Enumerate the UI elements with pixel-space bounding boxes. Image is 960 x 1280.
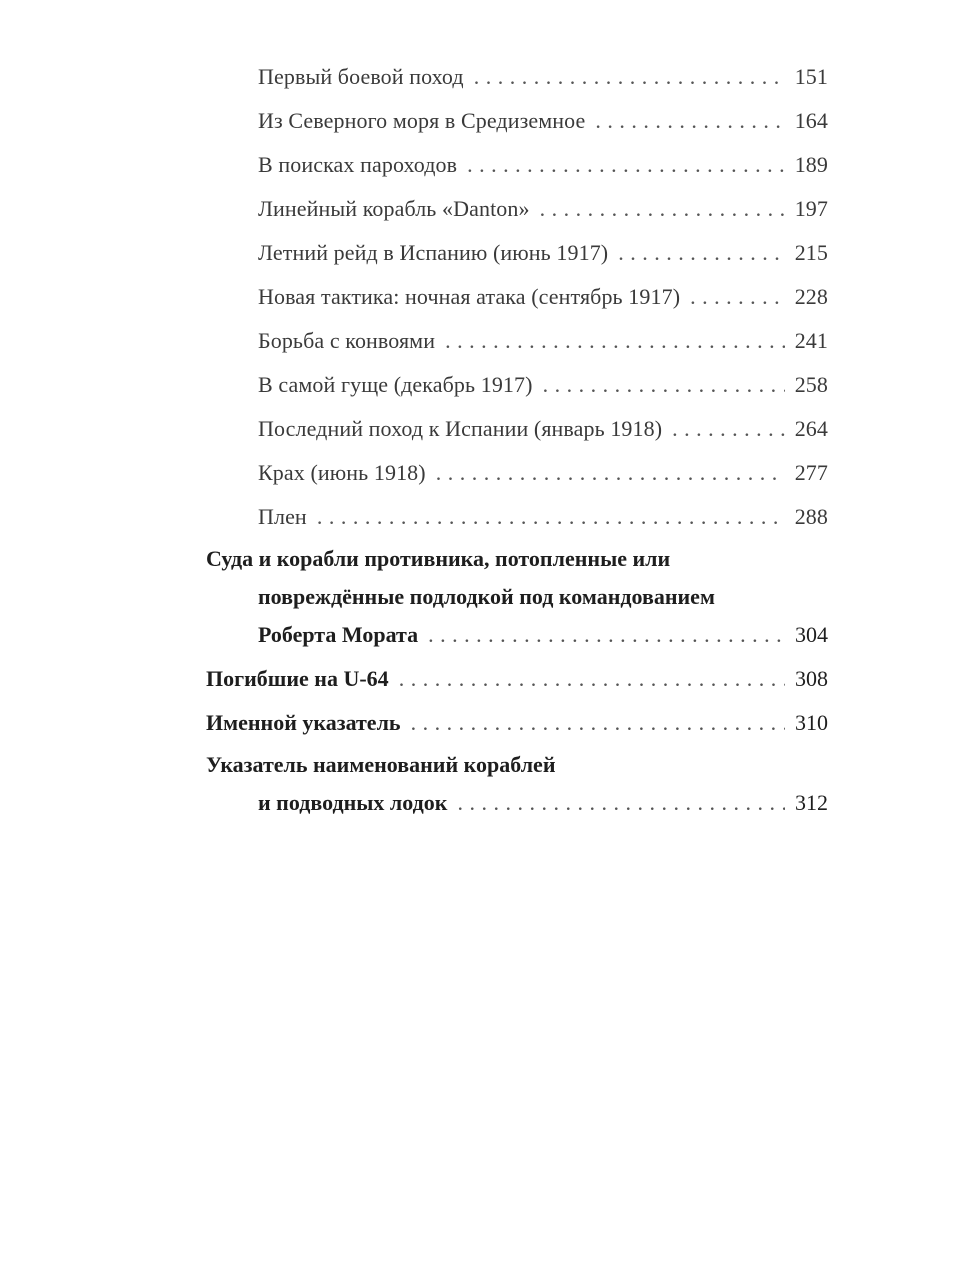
dot-leader bbox=[672, 416, 785, 442]
toc-entry-title: В самой гуще (декабрь 1917) bbox=[258, 372, 533, 397]
dot-leader bbox=[467, 152, 785, 178]
dot-leader bbox=[474, 64, 785, 90]
toc-entry-page: 310 bbox=[795, 710, 828, 735]
toc-entry-title: Роберта Мората bbox=[258, 622, 419, 647]
toc-entry bbox=[258, 240, 828, 266]
dot-leader bbox=[317, 504, 785, 530]
toc-entry bbox=[258, 108, 828, 134]
toc-entry bbox=[258, 504, 828, 530]
toc-entry-page: 189 bbox=[794, 152, 828, 177]
toc-entry-title: Плен bbox=[258, 504, 307, 529]
toc-entry-page: 258 bbox=[794, 372, 828, 397]
toc-entry bbox=[258, 328, 828, 354]
toc-entry bbox=[258, 196, 828, 222]
toc-entry bbox=[258, 64, 828, 90]
toc-entry-page: 312 bbox=[795, 790, 828, 815]
dot-leader bbox=[411, 710, 785, 736]
toc-entry-page: 228 bbox=[794, 284, 828, 309]
toc-entry-title: Крах (июнь 1918) bbox=[258, 460, 426, 485]
dot-leader bbox=[436, 460, 785, 486]
dot-leader bbox=[399, 666, 785, 692]
toc-entry-title: Из Северного моря в Средиземное bbox=[258, 108, 586, 133]
toc-entry bbox=[258, 284, 828, 310]
toc-entry-page: 277 bbox=[794, 460, 828, 485]
dot-leader bbox=[543, 372, 785, 398]
dot-leader bbox=[445, 328, 785, 354]
toc-entry-page: 164 bbox=[794, 108, 828, 133]
dot-leader bbox=[540, 196, 785, 222]
toc-entry-page: 264 bbox=[794, 416, 828, 441]
toc-entry bbox=[206, 666, 828, 692]
dot-leader bbox=[457, 790, 785, 816]
toc-entry bbox=[206, 710, 828, 736]
toc-entry bbox=[258, 372, 828, 398]
toc-entry-page: 304 bbox=[795, 622, 828, 647]
toc-entry-title: и подводных лодок bbox=[258, 790, 448, 815]
dot-leader bbox=[595, 108, 784, 134]
toc-entry-page: 308 bbox=[795, 666, 828, 691]
toc-entry-page: 151 bbox=[794, 64, 828, 89]
toc-entry bbox=[258, 460, 828, 486]
toc-entry bbox=[258, 622, 828, 648]
toc-entry-title: Именной указатель bbox=[206, 710, 401, 735]
toc-entry-title: В поисках пароходов bbox=[258, 152, 458, 177]
toc-entry-title: Последний поход к Испании (январь 1918) bbox=[258, 416, 663, 441]
toc-entry bbox=[258, 790, 828, 816]
toc-entry-title: Летний рейд в Испанию (июнь 1917) bbox=[258, 240, 609, 265]
toc-entry-title: Погибшие на U-64 bbox=[206, 666, 389, 691]
toc-entry bbox=[258, 152, 828, 178]
toc-entry-line: Суда и корабли противника, потопленные или bbox=[206, 546, 671, 571]
toc-entry-title: Линейный корабль «Danton» bbox=[258, 196, 530, 221]
dot-leader bbox=[618, 240, 784, 266]
toc-entry-title: Новая тактика: ночная атака (сентябрь 1917) bbox=[258, 284, 681, 309]
toc-entry bbox=[258, 416, 828, 442]
toc-entry-page: 241 bbox=[794, 328, 828, 353]
toc-entry-title: Первый боевой поход bbox=[258, 64, 464, 89]
dot-leader bbox=[690, 284, 785, 310]
dot-leader bbox=[428, 622, 785, 648]
toc-entry-page: 197 bbox=[794, 196, 828, 221]
toc-entry-line: повреждённые подлодкой под командованием bbox=[258, 584, 715, 609]
toc-entry-page: 215 bbox=[794, 240, 828, 265]
toc-entry-page: 288 bbox=[794, 504, 828, 529]
toc-entry-title: Борьба с конвоями bbox=[258, 328, 436, 353]
toc-entry-line: Указатель наименований кораблей bbox=[206, 752, 556, 777]
